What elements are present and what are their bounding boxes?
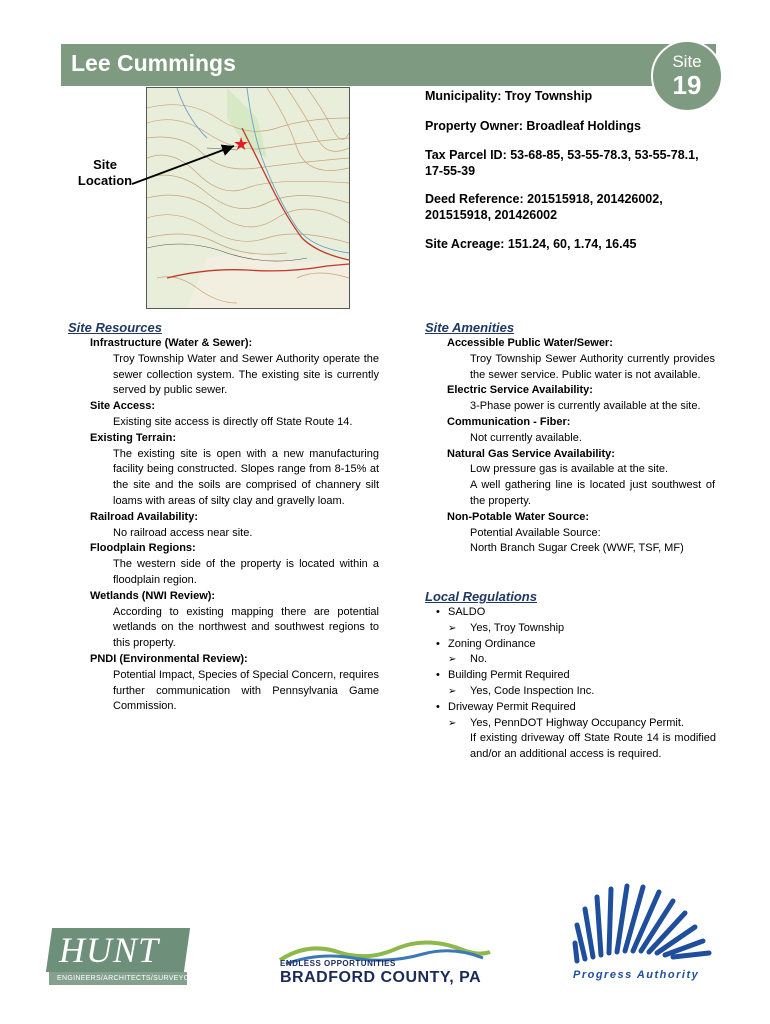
local-regulations-list <box>436 605 716 763</box>
resource-text: The existing site is open with a new manufacturing facility being constructed. Slopes range from 8-15% at the site and the soils are comprised of channery silt loams with areas of silty clay and gravelly loam. <box>113 447 379 507</box>
amenity-item <box>447 447 715 510</box>
resource-text: No railroad access near site. <box>113 526 253 539</box>
amenity-item <box>447 415 715 447</box>
resource-heading: Infrastructure (Water & Sewer): <box>90 337 253 349</box>
resource-item <box>90 589 379 652</box>
resource-item <box>90 399 379 431</box>
regulation-note: If existing driveway off State Route 14 is modified and/or an additional access is required. <box>470 732 716 761</box>
regulation-answer-text: Yes, Code Inspection Inc. <box>470 684 595 697</box>
amenity-text: Troy Township Sewer Authority currently provides the sewer service. Public water is not available. <box>470 352 715 381</box>
resource-text: Existing site access is directly off State Route 14. <box>113 415 353 428</box>
resource-item <box>90 541 379 588</box>
regulation-item-label: • SALDO <box>436 605 716 621</box>
resource-text: Troy Township Water and Sewer Authority operate the sewer collection system. The existing site is currently served by public sewer. <box>113 352 379 397</box>
site-location-map <box>146 87 350 309</box>
tax-parcel-text: Tax Parcel ID: 53-68-85, 53-55-78.3, 53-55-78.1, 17-55-39 <box>425 148 699 178</box>
resource-item <box>90 510 379 542</box>
local-regulations-title: Local Regulations <box>425 589 537 604</box>
amenity-heading: Non-Potable Water Source: <box>447 510 589 523</box>
arrow-bullet-icon: ➢ <box>448 717 457 729</box>
amenity-heading: Accessible Public Water/Sewer: <box>447 337 613 349</box>
amenity-item <box>447 336 715 383</box>
municipality-text: Municipality: Troy Township <box>425 89 593 103</box>
bradford-tagline: ENDLESS OPPORTUNITIES <box>280 959 396 968</box>
amenity-item <box>447 383 715 415</box>
resource-item <box>90 652 379 715</box>
amenity-text: Low pressure gas is available at the site. <box>470 463 669 476</box>
site-resources-title: Site Resources <box>68 320 162 335</box>
site-amenities-list <box>447 336 715 557</box>
site-number-badge <box>651 40 723 112</box>
arrow-bullet-icon: ➢ <box>448 622 457 634</box>
regulation-item-label: • Building Permit Required <box>436 668 716 684</box>
amenity-text: Potential Available Source: <box>470 526 601 539</box>
arrow-bullet-icon: ➢ <box>448 685 457 697</box>
resource-item <box>90 336 379 399</box>
site-star-icon: ★ <box>233 134 250 154</box>
hunt-logo-text: HUNT <box>59 930 160 970</box>
bradford-county-logo <box>278 938 493 990</box>
deed-reference-text: Deed Reference: 201515918, 201426002, 201515918, 201426002 <box>425 192 663 222</box>
bradford-name: BRADFORD COUNTY, PA <box>280 969 482 986</box>
site-location-label: Site Location <box>77 157 133 188</box>
topographic-map-graphic <box>147 88 349 308</box>
resource-heading: Railroad Availability: <box>90 510 198 523</box>
resource-heading: Existing Terrain: <box>90 431 176 444</box>
resource-heading: PNDI (Environmental Review): <box>90 652 248 665</box>
resource-heading: Wetlands (NWI Review): <box>90 589 216 602</box>
sunburst-icon <box>565 883 720 968</box>
regulation-answer-text: Yes, PennDOT Highway Occupancy Permit. <box>470 716 684 729</box>
progress-authority-logo <box>565 883 720 988</box>
regulation-answer-text: Yes, Troy Township <box>470 621 565 634</box>
resource-heading: Site Access: <box>90 400 156 413</box>
header-bar <box>61 44 716 86</box>
owner-text: Property Owner: Broadleaf Holdings <box>425 119 642 133</box>
resource-item <box>90 431 379 510</box>
amenity-text-secondary: North Branch Sugar Creek (WWF, TSF, MF) <box>470 542 684 555</box>
regulation-answer <box>436 652 716 668</box>
resource-text: According to existing mapping there are potential wetlands on the northwest and southwest regions to this property. <box>113 605 379 650</box>
site-badge-number: 19 <box>672 70 702 100</box>
amenity-text: Not currently available. <box>470 431 582 444</box>
site-acreage-text: Site Acreage: 151.24, 60, 1.74, 16.45 <box>425 237 637 251</box>
amenity-text: 3-Phase power is currently available at the site. <box>470 400 701 413</box>
hunt-logo <box>49 928 200 986</box>
amenity-heading: Natural Gas Service Availability: <box>447 447 615 460</box>
regulation-item-label: • Zoning Ordinance <box>436 637 716 653</box>
progress-authority-text: Progress Authority <box>573 969 700 981</box>
regulation-item-label: • Driveway Permit Required <box>436 700 716 716</box>
site-location-arrow-icon <box>130 140 240 190</box>
regulation-answer <box>436 621 716 637</box>
amenity-heading: Electric Service Availability: <box>447 384 593 397</box>
arrow-bullet-icon: ➢ <box>448 654 457 666</box>
site-resources-list <box>90 336 379 715</box>
amenity-heading: Communication - Fiber: <box>447 415 571 428</box>
hunt-logo-subtitle: ENGINEERS/ARCHITECTS/SURVEYORS <box>57 975 200 982</box>
regulation-answer <box>436 716 716 732</box>
resource-text: Potential Impact, Species of Special Concern, requires further communication with Pennsylvania Game Commission. <box>113 668 379 713</box>
amenity-text-secondary: A well gathering line is located just southwest of the property. <box>470 479 715 507</box>
resource-text: The western side of the property is located within a floodplain region. <box>113 558 379 586</box>
amenity-item <box>447 510 715 557</box>
resource-heading: Floodplain Regions: <box>90 542 196 555</box>
regulation-answer-text: No. <box>470 653 488 666</box>
regulation-answer <box>436 684 716 700</box>
page-title: Lee Cummings <box>71 50 236 76</box>
site-amenities-title: Site Amenities <box>425 320 515 335</box>
site-badge-label: Site <box>672 52 702 71</box>
